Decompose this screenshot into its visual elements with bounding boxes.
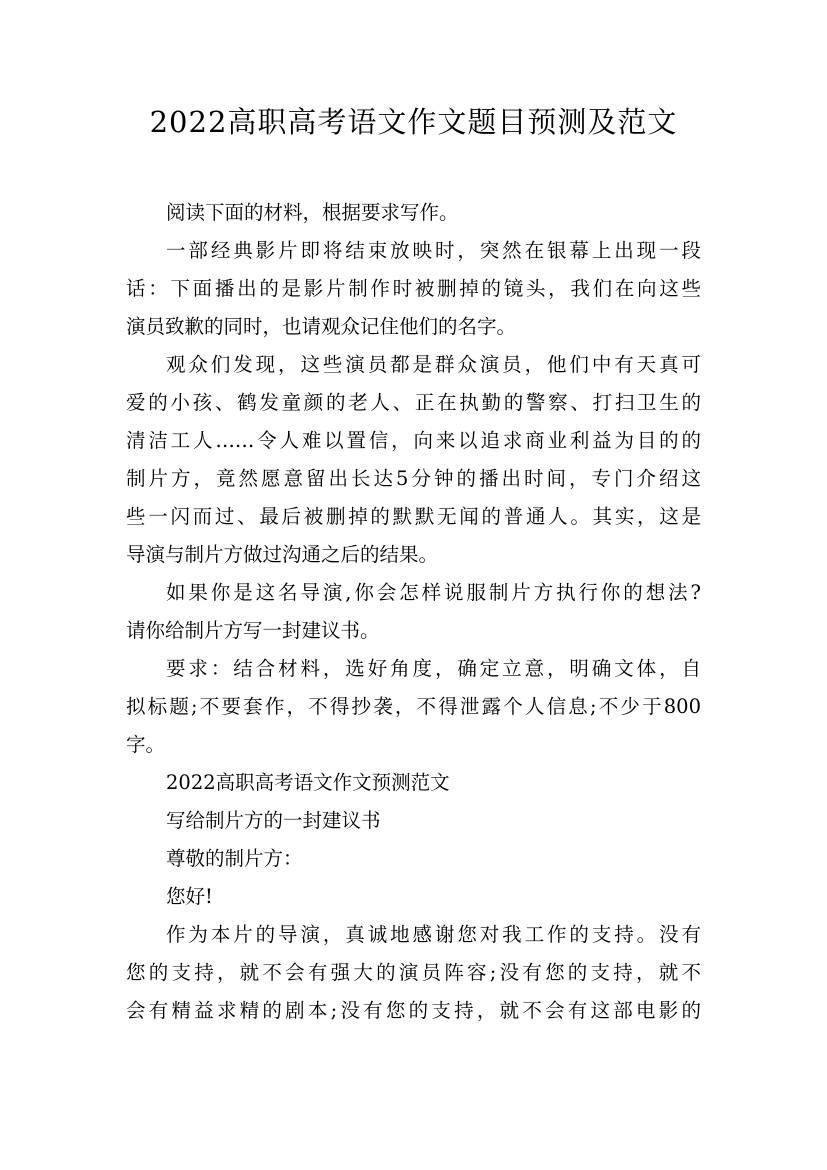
document-title: 2022高职高考语文作文题目预测及范文 [149, 105, 678, 139]
text-line: 会有精益求精的剧本;没有您的支持，就不会有这部电影的 [126, 999, 701, 1022]
paragraph-salutation [126, 840, 701, 878]
text-line: 字。 [126, 733, 166, 756]
text-line: 演员致歉的同时，也请观众记住他们的名字。 [126, 315, 517, 338]
text-line: 一部经典影片即将结束放映时，突然在银幕上出现一段 [166, 239, 701, 262]
text-line: 写给制片方的一封建议书 [166, 809, 381, 832]
document-body [126, 194, 701, 1030]
paragraph-letter-title [126, 802, 701, 840]
paragraph-material-1 [126, 232, 701, 346]
text-line: 如果你是这名导演,你会怎样说服制片方执行你的想法? [166, 581, 701, 604]
text-line: 拟标题;不要套作，不得抄袭，不得泄露个人信息;不少于800 [126, 695, 701, 718]
text-line: 话：下面播出的是影片制作时被删掉的镜头，我们在向这些 [126, 277, 701, 300]
text-line: 您好! [166, 885, 213, 908]
text-line: 您的支持，就不会有强大的演员阵容;没有您的支持，就不 [126, 961, 701, 984]
text-line: 阅读下面的材料，根据要求写作。 [166, 201, 459, 224]
text-line: 尊敬的制片方： [166, 847, 303, 870]
paragraph-question [126, 574, 701, 650]
text-line: 制片方，竟然愿意留出长达5分钟的播出时间，专门介绍这 [126, 467, 701, 490]
paragraph-requirements [126, 650, 701, 764]
text-line: 请你给制片方写一封建议书。 [126, 619, 380, 642]
text-line: 要求：结合材料，选好角度，确定立意，明确文体，自 [166, 657, 701, 680]
text-line: 观众们发现，这些演员都是群众演员，他们中有天真可 [166, 353, 701, 376]
text-line: 导演与制片方做过沟通之后的结果。 [126, 543, 439, 566]
text-line: 爱的小孩、鹤发童颜的老人、正在执勤的警察、打扫卫生的 [126, 391, 701, 414]
paragraph-greeting [126, 878, 701, 916]
text-line: 2022高职高考语文作文预测范文 [166, 771, 450, 794]
text-line: 些一闪而过、最后被删掉的默默无闻的普通人。其实，这是 [126, 505, 701, 528]
paragraph-material-2 [126, 346, 701, 574]
paragraph-sample-heading [126, 764, 701, 802]
paragraph-instruction [126, 194, 701, 232]
paragraph-letter-body-1 [126, 916, 701, 1030]
text-line: 作为本片的导演，真诚地感谢您对我工作的支持。没有 [166, 923, 701, 946]
text-line: 清洁工人……令人难以置信，向来以追求商业利益为目的的 [126, 429, 701, 452]
